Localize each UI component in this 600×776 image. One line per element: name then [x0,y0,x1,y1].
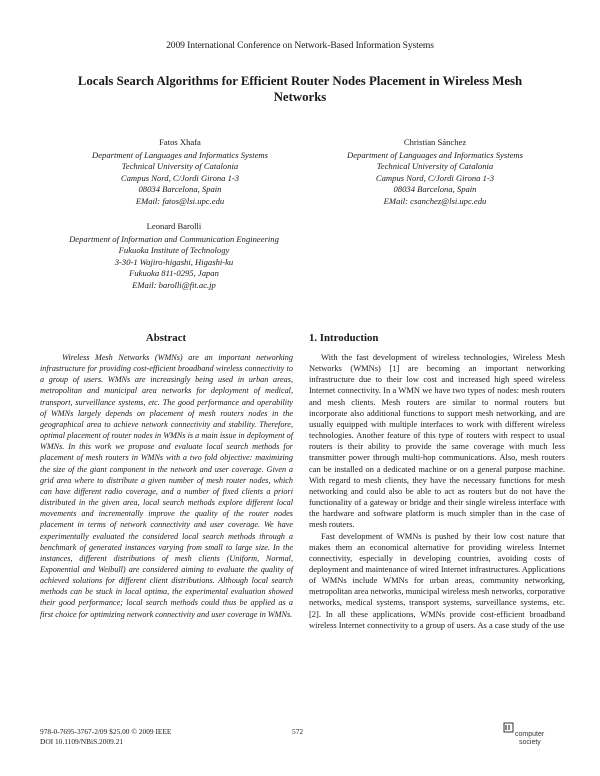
author-affiliation-line: Technical University of Catalonia [121,161,239,172]
author-affiliation-line: 3-30-1 Wajiro-higashi, Higashi-ku [114,256,234,267]
paragraph: Fast development of WMNs is pushed by their low cost nature that makes them an economical alternative for providing wireless Internet connectivity, especially in developing countries, avoiding costs of deployment and maintenance of wired Internet infrastructures. Applications of WMNs include WMNs for urban areas, community networking, metropolitan area networks, municipal wireless mesh networks, corporative networks, medical systems, transport systems, surveillance systems, etc. [2]. In all these applications, WMNs provide cost-efficient broadband wireless Internet connectivity to a group of users. As a case study of the use [309,530,565,630]
author-email: EMail: fatos@lsi.upc.edu [135,195,225,206]
conference-header: 2009 International Conference on Network-Based Information Systems [166,40,434,51]
author-name: Fatos Xhafa [159,137,201,147]
logo-text-line-1: computer [515,731,545,738]
author-name: Leonard Barolli [146,221,202,231]
author-affiliation-line: Fukuoka 811-0295, Japan [129,268,219,279]
author-affiliation-line: Department of Languages and Informatics Systems [347,149,523,160]
author-email: EMail: csanchez@lsi.upc.edu [383,195,487,206]
author-block [310,137,560,208]
author-affiliation-line: Department of Languages and Informatics Systems [92,149,268,160]
footer-doi: DOI 10.1109/NBiS.2009.21 [40,737,124,746]
footer-publication-info [40,727,171,747]
abstract-text: Wireless Mesh Networks (WMNs) are an important networking infrastructure for providing cost-efficient broadband wireless connectivity to a group of users. WMNs are increasingly being used in urban areas, metropolitan and municipal area networks for deployment of medical, transport, surveillance systems, etc. The good performance and operability of WMNs largely depends on placement of mesh routers nodes in the geographical area to achieve network connectivity and stability. Therefore, optimal placement of router nodes in WMNs is a main issue in deployment of WMNs. In this work we propose and evaluate local search methods for placement of mesh routers in WMNs with a two fold objective: maximizing the size of the giant component in the network and user coverage. Given a grid area where to distribute a given number of mesh router nodes, which can have different radio coverage, and a number of fixed clients a priori distributed in the given area, local search methods explore different local movements and incrementally improve the quality of the router nodes placement in terms of network connectivity and user coverage. We have experimentally evaluated the considered local search methods through a benchmark of generated instances varying from small to large size. In the instances, different distributions of mesh clients (Uniform, Normal, Exponential and Weibull) are considered aiming to evaluate the quality of achieved solutions for different client distributions. Although local search methods can be stuck in local optima, the experimental evaluation showed their good performance; local search methods could thus be applied as a first choice for optimizing network connectivity and user coverage in WMNs. [40,353,293,619]
author-block [48,221,300,292]
author-affiliation-line: 08034 Barcelona, Spain [138,184,222,195]
logo-text-line-2: society [519,739,541,746]
author-block [60,137,300,208]
author-affiliation-line: Technical University of Catalonia [376,161,494,172]
page-number: 572 [292,727,304,736]
introduction-body [309,352,565,631]
footer-isbn: 978-0-7695-3767-2/09 $25.00 © 2009 IEEE [40,727,172,736]
paragraph: With the fast development of wireless technologies, Wireless Mesh Networks (WMNs) [1] are becoming an important networking infrastructure due to their low cost and increased high speed wireless Internet connectivity. In a WMN we have two types of nodes: mesh routers and mesh clients. Mesh routers are similar to normal routers but incorporate also additional functions to support mesh networking, and are usually equipped with multiple interfaces to work with different wireless technologies. Another feature of this type of routers with respect to usual routers is their ability to provide the same coverage with much less transmitter power through multi-hop communications. Also, mesh routers can be installed on a dedicated machine or on a general purpose machine. With regard to mesh clients, they have the necessary functions for mesh networking and could also be able to act as routers but do not have the functionality of a gateway or bridge and their single wireless interface with the hardware and software platform is much simpler than in the case of mesh routers. [309,352,565,530]
abstract-heading: Abstract [145,332,187,344]
author-affiliation-line: Campus Nord, C/Jordi Girona 1-3 [375,172,495,183]
author-affiliation-line: Campus Nord, C/Jordi Girona 1-3 [120,172,240,183]
author-affiliation-line: Department of Information and Communication Engineering [69,233,279,244]
computer-society-logo [500,720,564,750]
author-email: EMail: barolli@fit.ac.jp [132,279,216,290]
author-affiliation-line: 08034 Barcelona, Spain [393,184,477,195]
introduction-heading: 1. Introduction [309,332,379,344]
paper-title: Locals Search Algorithms for Efficient Router Nodes Placement in Wireless Mesh Networks [77,74,523,104]
author-affiliation-line: Fukuoka Institute of Technology [118,245,230,256]
author-name: Christian Sánchez [403,137,467,147]
